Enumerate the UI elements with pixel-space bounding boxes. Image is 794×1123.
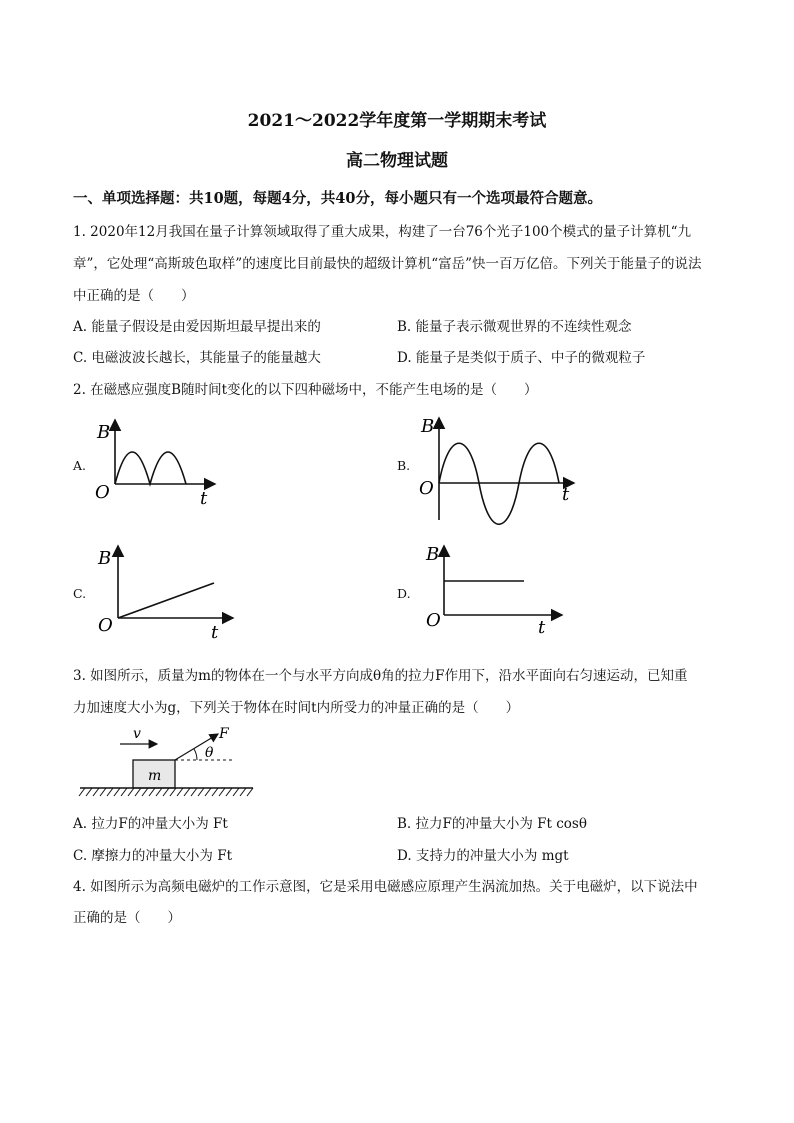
q2-b-axis-t: t — [562, 484, 570, 505]
q3-option-b: B. 拉力F的冲量大小为 Ft cosθ — [397, 816, 587, 832]
q2-b-axis-b: B — [421, 416, 435, 437]
q3-option-a: A. 拉力F的冲量大小为 Ft — [73, 816, 228, 832]
q2-b-origin: O — [419, 478, 434, 499]
q2-stem: 2. 在磁感应强度B随时间t变化的以下四种磁场中，不能产生电场的是（ ） — [73, 382, 538, 398]
q1-stem-line2: 章”，它处理“高斯玻色取样”的速度比目前最快的超级计算机“富岳”快一百万亿倍。下列关于能量子的说法 — [73, 256, 702, 272]
q1-option-a: A. 能量子假设是由爱因斯坦最早提出来的 — [73, 319, 321, 335]
q3-stem-line2: 力加速度大小为g，下列关于物体在时间t内所受力的冲量正确的是（ ） — [73, 700, 520, 716]
q3-figure — [75, 722, 260, 802]
q3-option-c: C. 摩擦力的冲量大小为 Ft — [73, 848, 233, 864]
q1-option-c: C. 电磁波波长越长，其能量子的能量越大 — [73, 350, 321, 366]
q2-label-c: C. — [73, 586, 87, 601]
section-heading: 一、单项选择题：共10题，每题4分，共40分，每小题只有一个选项最符合题意。 — [73, 190, 602, 207]
q3-velocity-label: v — [133, 726, 141, 742]
q2-label-b: B. — [397, 458, 411, 473]
q1-option-d: D. 能量子是类似于质子、中子的微观粒子 — [397, 350, 646, 366]
q4-stem-line2: 正确的是（ ） — [73, 910, 181, 926]
q3-mass-label: m — [148, 768, 162, 784]
q2-c-axis-b: B — [98, 548, 112, 569]
q3-force-label: F — [219, 726, 229, 742]
q2-d-origin: O — [426, 610, 441, 631]
q2-a-origin: O — [95, 482, 110, 503]
q2-c-axis-t: t — [211, 622, 219, 643]
q2-graph-d — [422, 538, 567, 638]
q1-option-b: B. 能量子表示微观世界的不连续性观念 — [397, 319, 632, 335]
q2-d-axis-t: t — [538, 617, 546, 638]
q2-a-axis-b: B — [97, 422, 111, 443]
q1-stem-line3: 中正确的是（ ） — [73, 288, 195, 304]
q2-graph-a — [90, 412, 230, 507]
q2-label-d: D. — [397, 586, 411, 601]
q2-label-a: A. — [73, 458, 87, 473]
q2-c-origin: O — [98, 615, 113, 636]
q1-stem-line1: 1. 2020年12月我国在量子计算领域取得了重大成果，构建了一台76个光子100个模式的量子计算机“九 — [73, 224, 692, 240]
q4-stem-line1: 4. 如图所示为高频电磁炉的工作示意图，它是采用电磁感应原理产生涡流加热。关于电磁炉，以下说法中 — [73, 879, 698, 895]
exam-title: 2021～2022学年度第一学期期末考试 — [247, 111, 547, 131]
exam-subtitle: 高二物理试题 — [346, 151, 448, 171]
q3-theta-label: θ — [205, 745, 214, 761]
q2-graph-b — [414, 410, 584, 525]
q3-option-d: D. 支持力的冲量大小为 mgt — [397, 848, 569, 864]
q2-a-axis-t: t — [200, 488, 208, 507]
q2-d-axis-b: B — [426, 544, 440, 565]
q3-stem-line1: 3. 如图所示，质量为m的物体在一个与水平方向成θ角的拉力F作用下，沿水平面向右匀速运动，已知重 — [73, 668, 688, 684]
q2-graph-c — [93, 538, 238, 643]
